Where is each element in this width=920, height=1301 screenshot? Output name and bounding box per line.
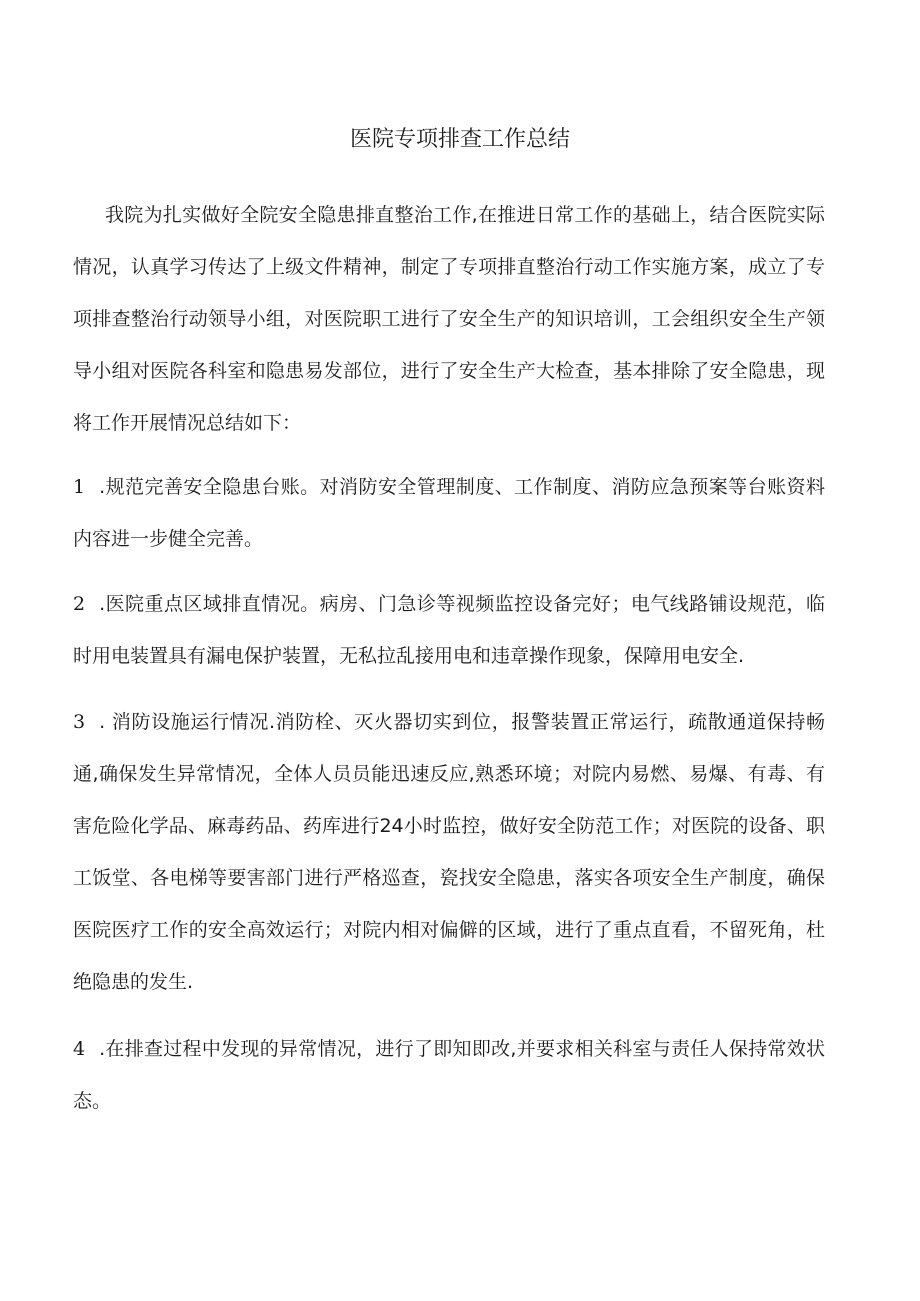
item-number: 1 xyxy=(73,476,86,498)
list-item xyxy=(73,578,825,682)
item-number: 4 xyxy=(73,1038,86,1060)
item-text: .在排查过程中发现的异常情况，进行了即知即改,并要求相关科室与责任人保持常效状态。 xyxy=(73,1038,825,1112)
list-item xyxy=(73,1023,825,1127)
item-number: 2 xyxy=(73,593,86,615)
list-item xyxy=(73,696,825,1008)
list-item xyxy=(73,461,825,565)
intro-paragraph: 我院为扎实做好全院安全隐患排直整治工作,在推进日常工作的基础上，结合医院实际情况，认真学习传达了上级文件精神，制定了专项排直整治行动工作实施方案，成立了专项排查整治行动领导小组，对医院职工进行了安全生产的知识培训，工会组织安全生产领导小组对医院各科室和隐患易发部位，进行了安全生产大检查，基本排除了安全隐患，现将工作开展情况总结如下： xyxy=(73,204,825,434)
item-text: . 消防设施运行情况.消防栓、灭火器切实到位，报警装置正常运行，疏散通道保持畅通,确保发生异常情况，全体人员员能迅速反应,熟悉环境；对院内易燃、易爆、有毒、有害危险化学品、麻毒药品、药库进行24小时监控，做好安全防范工作；对医院的设备、职工饭堂、各电梯等要害部门进行严格巡查，瓷找安全隐患，落实各项安全生产制度，确保医院医疗工作的安全高效运行；对院内相对偏僻的区域，进行了重点直看，不留死角，杜绝隐患的发生. xyxy=(73,711,825,993)
item-text: .医院重点区域排直情况。病房、门急诊等视频监控设备完好；电气线路铺设规范，临时用电装置具有漏电保护装置，无私拉乱接用电和违章操作现象，保障用电安全. xyxy=(73,593,825,667)
item-number: 3 xyxy=(73,711,86,733)
document-title: 医院专项排查工作总结 xyxy=(349,127,570,152)
item-text: .规范完善安全隐患台账。对消防安全管理制度、工作制度、消防应急预案等台账资料内容进一步健全完善。 xyxy=(73,476,825,550)
